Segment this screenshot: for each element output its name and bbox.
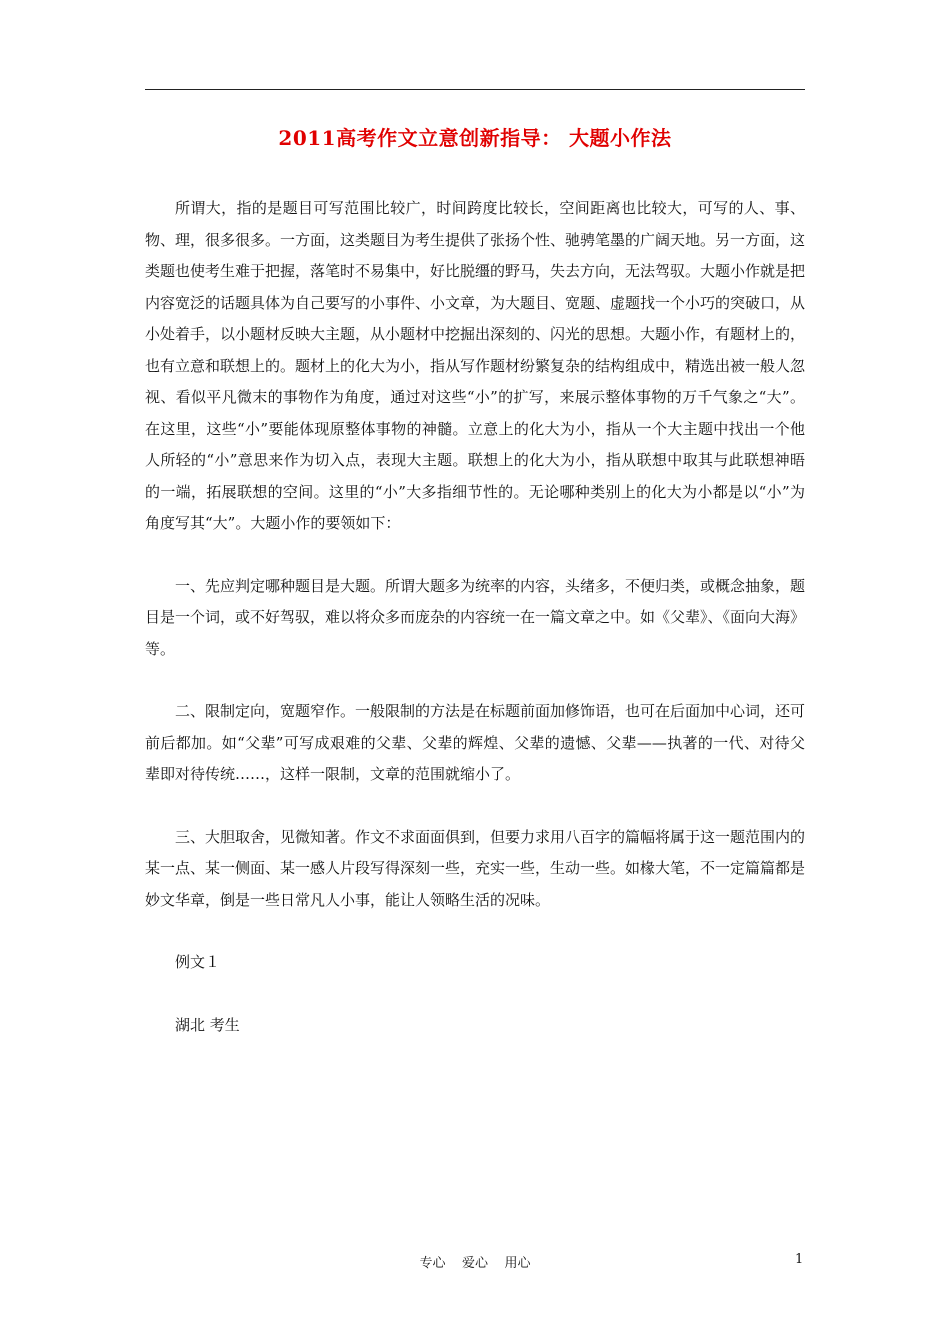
- header-rule: [145, 89, 805, 90]
- paragraph-intro: 所谓大，指的是题目可写范围比较广，时间跨度比较长，空间距离也比较大，可写的人、事、物、理，很多很多。一方面，这类题目为考生提供了张扬个性、驰骋笔墨的广阔天地。另一方面，这类题也使考生难于把握，落笔时不易集中，好比脱缰的野马，失去方向，无法驾驭。大题小作就是把内容宽泛的话题具体为自己要写的小事件、小文章，为大题目、宽题、虚题找一个小巧的突破口，从小处着手，以小题材反映大主题，从小题材中挖掘出深刻的、闪光的思想。大题小作，有题材上的，也有立意和联想上的。题材上的化大为小，指从写作题材纷繁复杂的结构组成中，精选出被一般人忽视、看似平凡微末的事物作为角度，通过对这些“小”的扩写，来展示整体事物的万千气象之“大”。在这里，这些“小”要能体现原整体事物的神髓。立意上的化大为小，指从一个大主题中找出一个他人所轻的“小”意思来作为切入点，表现大主题。联想上的化大为小，指从联想中取其与此联想神晤的一端，拓展联想的空间。这里的“小”大多指细节性的。无论哪种类别上的化大为小都是以“小”为角度写其“大”。大题小作的要领如下：: [145, 199, 806, 532]
- example-author: 湖北 考生: [175, 1015, 240, 1034]
- paragraph-point-3: 三、大胆取舍，见微知著。作文不求面面俱到，但要力求用八百字的篇幅将属于这一题范围内的某一点、某一侧面、某一感人片段写得深刻一些，充实一些，生动一些。如椽大笔，不一定篇篇都是妙文华章，倒是一些日常凡人小事，能让人领略生活的况味。: [145, 827, 806, 909]
- document-body: [145, 193, 805, 1041]
- example-heading: 例文１: [175, 953, 221, 971]
- paragraph-point-1: 一、先应判定哪种题目是大题。所谓大题多为统率的内容，头绪多，不便归类，或概念抽象，题目是一个词，或不好驾驭，难以将众多而庞杂的内容统一在一篇文章之中。如《父辈》、《面向大海》等。: [145, 576, 806, 658]
- document-title: 2011高考作文立意创新指导： 大题小作法: [278, 126, 672, 150]
- page-number: 1: [795, 1252, 804, 1267]
- footer-motto: 专心 爱心 用心: [419, 1256, 531, 1271]
- paragraph-point-2: 二、限制定向，宽题窄作。一般限制的方法是在标题前面加修饰语，也可在后面加中心词，还可前后都加。如“父辈”可写成艰难的父辈、父辈的辉煌、父辈的遗憾、父辈——执著的一代、对待父辈即对待传统……，这样一限制，文章的范围就缩小了。: [145, 702, 806, 783]
